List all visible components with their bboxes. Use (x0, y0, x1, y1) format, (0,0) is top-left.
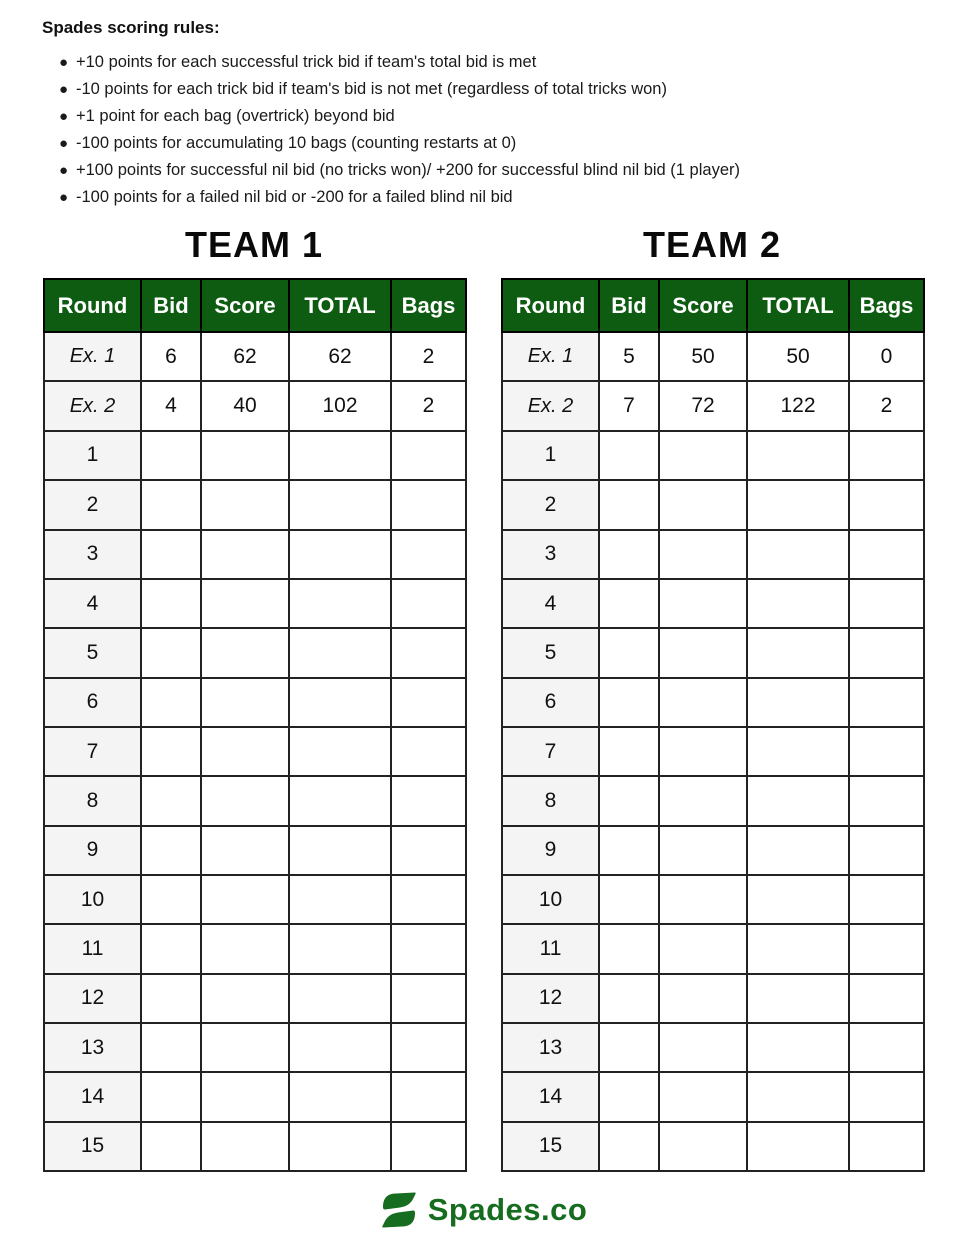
score-cell (849, 826, 924, 875)
score-cell (849, 727, 924, 776)
round-label-cell: 2 (502, 480, 599, 529)
score-cell: 2 (391, 332, 466, 381)
score-cell (201, 628, 289, 677)
score-cell (141, 974, 201, 1023)
score-cell (659, 776, 747, 825)
score-cell (391, 628, 466, 677)
score-row (502, 579, 924, 628)
score-row (44, 579, 466, 628)
score-cell (849, 530, 924, 579)
round-label-cell: 3 (502, 530, 599, 579)
score-cell (289, 875, 391, 924)
score-cell (599, 1072, 659, 1121)
score-cell (659, 1122, 747, 1171)
round-label-cell: 11 (44, 924, 141, 973)
round-label-cell: 11 (502, 924, 599, 973)
round-label-cell: 7 (44, 727, 141, 776)
score-cell (599, 974, 659, 1023)
column-header: TOTAL (747, 279, 849, 332)
score-row (44, 480, 466, 529)
score-cell (747, 431, 849, 480)
column-header: Round (44, 279, 141, 332)
score-cell (599, 776, 659, 825)
score-cell (747, 579, 849, 628)
score-cell: 2 (849, 381, 924, 430)
score-row (44, 826, 466, 875)
score-cell (391, 776, 466, 825)
round-label-cell: 8 (502, 776, 599, 825)
score-row (44, 332, 466, 381)
score-row (44, 974, 466, 1023)
score-cell (391, 727, 466, 776)
round-label-cell: 3 (44, 530, 141, 579)
score-cell (599, 579, 659, 628)
score-cell (747, 776, 849, 825)
score-row (502, 1122, 924, 1171)
score-cell (141, 1122, 201, 1171)
score-row (502, 1023, 924, 1072)
score-cell (599, 1122, 659, 1171)
round-label-cell: 14 (44, 1072, 141, 1121)
column-header: Bid (141, 279, 201, 332)
score-cell (201, 1072, 289, 1121)
score-cell (141, 875, 201, 924)
rules-title: Spades scoring rules: (42, 18, 220, 37)
round-label-cell: 15 (502, 1122, 599, 1171)
score-cell (659, 530, 747, 579)
score-cell (747, 727, 849, 776)
round-label-cell: 6 (44, 678, 141, 727)
score-cell (849, 628, 924, 677)
score-cell (141, 628, 201, 677)
score-cell (659, 431, 747, 480)
score-cell: 50 (747, 332, 849, 381)
round-label-cell: 9 (502, 826, 599, 875)
round-label-cell: 9 (44, 826, 141, 875)
score-cell: 50 (659, 332, 747, 381)
score-cell (201, 579, 289, 628)
score-row (44, 727, 466, 776)
score-row (502, 628, 924, 677)
team1-score-table (43, 278, 467, 1172)
score-cell (391, 875, 466, 924)
score-cell (849, 875, 924, 924)
score-row (44, 1072, 466, 1121)
score-cell (289, 1122, 391, 1171)
score-row (502, 1072, 924, 1121)
score-cell (201, 431, 289, 480)
team1-section (43, 224, 465, 1172)
round-label-cell: 6 (502, 678, 599, 727)
score-cell: 122 (747, 381, 849, 430)
score-cell (289, 727, 391, 776)
score-cell (289, 530, 391, 579)
round-label-cell: Ex. 1 (502, 332, 599, 381)
rule-text: -100 points for a failed nil bid or -200 for a failed blind nil bid (76, 188, 513, 206)
score-cell (289, 628, 391, 677)
score-cell (391, 826, 466, 875)
score-row (502, 431, 924, 480)
score-cell (747, 826, 849, 875)
score-cell (747, 1023, 849, 1072)
column-header: Score (201, 279, 289, 332)
score-cell (141, 826, 201, 875)
score-row (44, 1023, 466, 1072)
score-row (502, 381, 924, 430)
score-row (502, 530, 924, 579)
score-cell (141, 776, 201, 825)
team2-score-table (501, 278, 925, 1172)
round-label-cell: 5 (44, 628, 141, 677)
round-label-cell: Ex. 2 (44, 381, 141, 430)
score-cell (391, 530, 466, 579)
score-cell (659, 924, 747, 973)
score-cell: 102 (289, 381, 391, 430)
rule-text: +10 points for each successful trick bid if team's total bid is met (76, 53, 537, 71)
round-label-cell: 13 (44, 1023, 141, 1072)
score-cell (201, 480, 289, 529)
round-label-cell: 1 (502, 431, 599, 480)
round-label-cell: Ex. 2 (502, 381, 599, 430)
score-cell (849, 1023, 924, 1072)
score-cell (201, 974, 289, 1023)
column-header: TOTAL (289, 279, 391, 332)
score-cell (391, 678, 466, 727)
column-header: Bags (391, 279, 466, 332)
score-cell (747, 678, 849, 727)
rules-list (42, 49, 932, 211)
score-row (502, 332, 924, 381)
score-cell (659, 480, 747, 529)
score-cell (599, 431, 659, 480)
score-cell: 7 (599, 381, 659, 430)
round-label-cell: 8 (44, 776, 141, 825)
team1-title: TEAM 1 (184, 224, 323, 265)
score-cell (289, 826, 391, 875)
score-cell (747, 628, 849, 677)
score-cell (391, 579, 466, 628)
score-cell: 4 (141, 381, 201, 430)
round-label-cell: 15 (44, 1122, 141, 1171)
column-header: Round (502, 279, 599, 332)
team2-section (501, 224, 923, 1172)
score-cell (599, 530, 659, 579)
rule-item (59, 103, 932, 130)
score-cell (849, 678, 924, 727)
scoring-rules-section (42, 18, 932, 211)
round-label-cell: 4 (44, 579, 141, 628)
score-cell (849, 1122, 924, 1171)
score-cell (289, 1072, 391, 1121)
round-label-cell: 14 (502, 1072, 599, 1121)
score-cell (201, 1122, 289, 1171)
column-header: Bid (599, 279, 659, 332)
score-row (502, 875, 924, 924)
score-cell (141, 579, 201, 628)
score-cell (141, 678, 201, 727)
score-cell (141, 530, 201, 579)
score-cell (141, 924, 201, 973)
rule-item (59, 49, 932, 76)
score-cell (747, 974, 849, 1023)
header-row (44, 279, 466, 332)
leaf-icon (379, 1190, 419, 1230)
score-cell (849, 974, 924, 1023)
score-cell (201, 1023, 289, 1072)
score-cell (659, 1023, 747, 1072)
rule-item (59, 157, 932, 184)
score-row (502, 678, 924, 727)
score-cell (289, 776, 391, 825)
score-cell (747, 1072, 849, 1121)
score-row (502, 776, 924, 825)
round-label-cell: 12 (502, 974, 599, 1023)
score-cell: 40 (201, 381, 289, 430)
header-row (502, 279, 924, 332)
score-cell (391, 924, 466, 973)
footer-brand (0, 1190, 966, 1230)
score-cell (201, 924, 289, 973)
score-cell: 62 (201, 332, 289, 381)
score-cell (747, 1122, 849, 1171)
score-row (44, 678, 466, 727)
round-label-cell: 12 (44, 974, 141, 1023)
score-row (44, 431, 466, 480)
score-cell (599, 480, 659, 529)
score-cell (747, 875, 849, 924)
column-header: Bags (849, 279, 924, 332)
round-label-cell: 1 (44, 431, 141, 480)
rule-text: +1 point for each bag (overtrick) beyond bid (76, 107, 395, 125)
score-cell (141, 431, 201, 480)
bullet-icon: ● (59, 108, 69, 125)
score-cell (747, 480, 849, 529)
score-cell (201, 776, 289, 825)
score-cell: 6 (141, 332, 201, 381)
score-cell (201, 530, 289, 579)
rule-item (59, 76, 932, 103)
score-cell (289, 431, 391, 480)
score-cell (599, 678, 659, 727)
score-row (502, 924, 924, 973)
round-label-cell: 7 (502, 727, 599, 776)
score-row (44, 1122, 466, 1171)
score-cell: 2 (391, 381, 466, 430)
score-cell (201, 678, 289, 727)
score-cell (391, 1072, 466, 1121)
score-row (502, 480, 924, 529)
score-row (502, 974, 924, 1023)
bullet-icon: ● (59, 189, 69, 206)
score-cell (849, 1072, 924, 1121)
score-row (44, 381, 466, 430)
round-label-cell: Ex. 1 (44, 332, 141, 381)
brand-name: Spades.co (427, 1192, 588, 1227)
rule-text: -100 points for accumulating 10 bags (counting restarts at 0) (76, 134, 517, 152)
score-cell (659, 826, 747, 875)
score-cell (289, 974, 391, 1023)
score-cell: 72 (659, 381, 747, 430)
score-cell (141, 1072, 201, 1121)
score-cell (201, 826, 289, 875)
score-cell (289, 678, 391, 727)
score-cell (599, 875, 659, 924)
bullet-icon: ● (59, 135, 69, 152)
score-cell (141, 1023, 201, 1072)
score-cell (849, 431, 924, 480)
score-cell (659, 1072, 747, 1121)
score-row (502, 727, 924, 776)
score-row (44, 875, 466, 924)
score-cell (659, 678, 747, 727)
round-label-cell: 4 (502, 579, 599, 628)
score-cell (747, 924, 849, 973)
round-label-cell: 10 (44, 875, 141, 924)
score-cell (849, 776, 924, 825)
score-cell (599, 826, 659, 875)
score-cell (659, 579, 747, 628)
score-cell (289, 480, 391, 529)
score-cell (289, 579, 391, 628)
score-cell (289, 924, 391, 973)
score-row (44, 628, 466, 677)
score-cell (391, 431, 466, 480)
score-row (44, 776, 466, 825)
score-cell (849, 924, 924, 973)
score-cell (391, 480, 466, 529)
round-label-cell: 10 (502, 875, 599, 924)
score-cell (391, 1023, 466, 1072)
score-cell (201, 875, 289, 924)
score-cell (391, 974, 466, 1023)
score-cell (141, 480, 201, 529)
score-cell (659, 974, 747, 1023)
team2-title: TEAM 2 (642, 224, 781, 265)
score-cell (289, 1023, 391, 1072)
score-cell (599, 628, 659, 677)
score-cell (599, 1023, 659, 1072)
score-cell (849, 480, 924, 529)
score-cell: 62 (289, 332, 391, 381)
score-cell (747, 530, 849, 579)
round-label-cell: 2 (44, 480, 141, 529)
bullet-icon: ● (59, 81, 69, 98)
rule-text: +100 points for successful nil bid (no tricks won)/ +200 for successful blind nil bid (1 player) (76, 161, 740, 179)
score-cell (201, 727, 289, 776)
rule-item (59, 130, 932, 157)
bullet-icon: ● (59, 162, 69, 179)
score-cell (849, 579, 924, 628)
bullet-icon: ● (59, 54, 69, 71)
score-cell (659, 875, 747, 924)
score-row (44, 530, 466, 579)
score-cell: 5 (599, 332, 659, 381)
round-label-cell: 5 (502, 628, 599, 677)
score-cell (141, 727, 201, 776)
score-cell (599, 727, 659, 776)
score-cell (599, 924, 659, 973)
rule-text: -10 points for each trick bid if team's bid is not met (regardless of total tricks won) (76, 80, 667, 98)
score-cell (659, 628, 747, 677)
score-cell (659, 727, 747, 776)
rule-item (59, 184, 932, 211)
score-row (44, 924, 466, 973)
round-label-cell: 13 (502, 1023, 599, 1072)
column-header: Score (659, 279, 747, 332)
score-cell (391, 1122, 466, 1171)
score-row (502, 826, 924, 875)
score-cell: 0 (849, 332, 924, 381)
